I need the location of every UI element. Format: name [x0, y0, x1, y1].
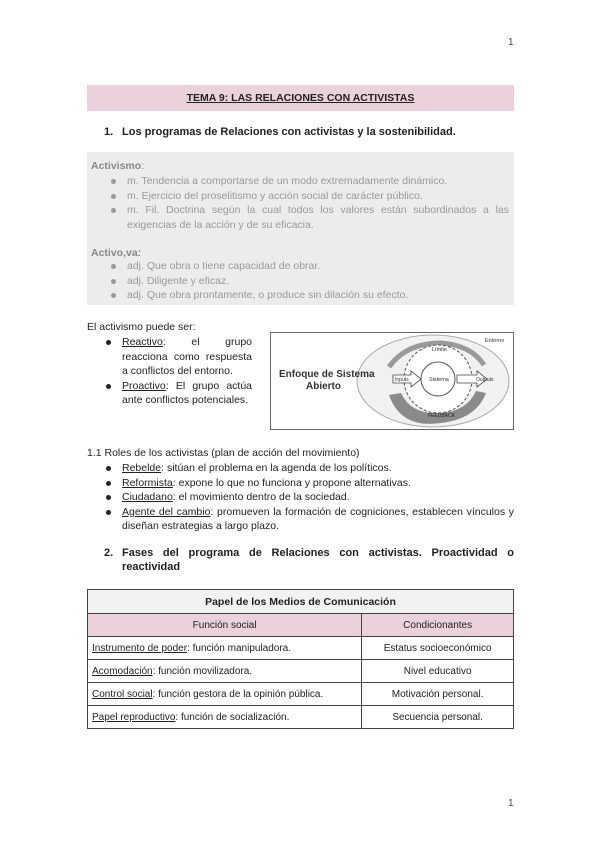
table-header-cell: Función social	[88, 614, 362, 637]
page-title-text: TEMA 9: LAS RELACIONES CON ACTIVISTAS	[186, 92, 415, 104]
table-header-cell: Condicionantes	[362, 614, 514, 637]
table-header-row	[88, 614, 514, 637]
role-term: Reformista	[122, 476, 173, 489]
activism-type-desc: : el grupo reacciona como respuesta a conflictos del entorno.	[122, 336, 252, 377]
diagram-sistema-label: Sistema	[429, 377, 449, 383]
role-item	[100, 505, 514, 534]
table-cell-condition: Nivel educativo	[362, 660, 514, 683]
role-item	[100, 461, 514, 476]
open-system-diagram	[270, 332, 514, 430]
page-number-bottom: 1	[508, 798, 514, 809]
role-term: Ciudadano	[122, 491, 173, 503]
role-desc: : sitúan el problema en la agenda de los políticos.	[161, 462, 392, 474]
table-row	[88, 637, 514, 660]
open-system-diagram-graphic	[271, 333, 513, 429]
activismo-item: m. Ejercicio del proselitismo y acción social de carácter público.	[105, 189, 509, 204]
table-row	[88, 660, 514, 683]
table-cell-desc: : función gestora de la opinión pública.	[152, 688, 324, 700]
table-cell-desc: : función de socialización.	[175, 711, 290, 723]
table-cell-term: Instrumento de poder	[92, 642, 188, 654]
table-row	[88, 706, 514, 729]
diagram-limite-label: Límite	[432, 347, 447, 353]
diagram-inputs-label: Inputs	[395, 377, 409, 383]
activismo-label	[91, 160, 144, 172]
table-cell-desc: : función movilizadora.	[152, 665, 253, 677]
role-desc: : promueven la formación de cogniciones, establecen vínculos y diseñan estrategias a largo plazo.	[122, 505, 514, 532]
activism-intro: El activismo puede ser:	[87, 321, 196, 333]
role-desc: : expone lo que no funciona y propone alternativas.	[172, 476, 411, 489]
activo-label: Activo,va:	[91, 247, 142, 259]
definitions-box	[87, 152, 514, 305]
activismo-item: m. Fil. Doctrina según la cual todos los valores están subordinados a las exigencias de la acción y de su eficacia.	[105, 203, 509, 232]
section-2-number: 2.	[104, 547, 114, 559]
section-1-number: 1.	[104, 126, 114, 138]
activismo-list	[105, 174, 509, 232]
page-title	[87, 85, 514, 111]
table-cell-term: Control social	[92, 688, 153, 700]
diagram-outputs-label: Outputs	[476, 377, 494, 383]
role-desc: : el movimiento dentro de la sociedad.	[172, 491, 350, 503]
page-number-top: 1	[508, 37, 514, 48]
role-term: Rebelde	[122, 462, 162, 474]
activo-item: adj. Que obra o tiene capacidad de obrar.	[105, 259, 509, 274]
activismo-colon: :	[141, 160, 145, 172]
table-row	[88, 683, 514, 706]
table-cell-condition: Motivación personal.	[362, 683, 514, 706]
role-item	[100, 476, 514, 491]
section-1-heading: Los programas de Relaciones con activistas y la sostenibilidad.	[122, 126, 456, 138]
table-title: Papel de los Medios de Comunicación	[88, 590, 514, 614]
activo-item: adj. Diligente y eficaz.	[105, 274, 509, 289]
table-cell-function	[88, 660, 362, 683]
activism-type-item	[100, 379, 252, 408]
roles-list	[100, 461, 514, 534]
role-item	[100, 490, 514, 505]
activism-type-item	[100, 335, 252, 379]
table-cell-condition: Estatus socioeconómico	[362, 637, 514, 660]
role-term: Agente del cambio	[122, 505, 211, 518]
table-cell-term: Acomodación	[92, 665, 153, 677]
roles-heading: 1.1 Roles de los activistas (plan de acción del movimiento)	[87, 447, 360, 459]
diagram-feedback-label: FEEDBACK	[428, 413, 455, 419]
table-cell-desc: : función manipuladora.	[187, 642, 292, 654]
table-cell-function	[88, 706, 362, 729]
section-2-heading-line2: reactividad	[122, 561, 181, 573]
table-cell-function	[88, 637, 362, 660]
table-cell-term: Papel reproductivo	[92, 711, 176, 723]
table-cell-function	[88, 683, 362, 706]
activismo-item: m. Tendencia a comportarse de un modo extremadamente dinámico.	[105, 174, 509, 189]
diagram-title-line2: Abierto	[306, 381, 341, 392]
table-cell-condition: Secuencia personal.	[362, 706, 514, 729]
activism-type-desc: : El grupo actúa ante conflictos potenciales.	[122, 379, 252, 406]
section-2-heading-line1: Fases del programa de Relaciones con activistas. Proactividad o	[122, 547, 514, 559]
activismo-term: Activismo	[91, 160, 142, 172]
activo-item: adj. Que obra prontamente, o produce sin dilación su efecto.	[105, 288, 509, 303]
activism-type-term: Proactivo	[122, 379, 166, 392]
diagram-entorno-label: Entorno	[485, 338, 505, 344]
activo-list	[105, 259, 509, 303]
activism-type-term: Reactivo	[122, 336, 163, 348]
media-role-table	[87, 589, 514, 729]
activism-types-list	[100, 335, 252, 408]
diagram-title-line1: Enfoque de Sistema	[279, 369, 375, 380]
